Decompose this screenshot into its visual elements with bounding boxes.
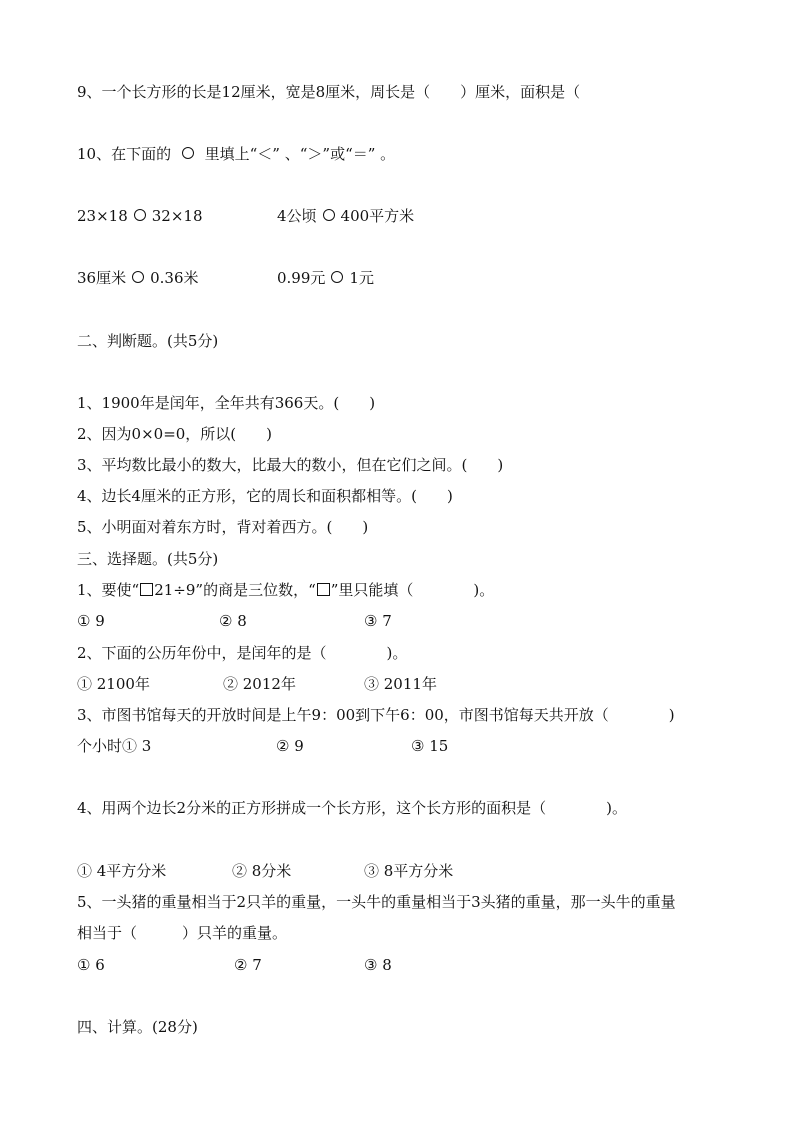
choice-3-option-3[interactable]: ③ 15 bbox=[411, 737, 449, 755]
section-4-title: 四、计算。(28分) bbox=[77, 1018, 198, 1036]
judge-item-1: 1、1900年是闰年，全年共有366天。( ) bbox=[77, 394, 376, 412]
blank-box-icon bbox=[140, 583, 153, 596]
choice-5-option-3[interactable]: ③ 8 bbox=[364, 956, 392, 974]
blank-box-icon bbox=[317, 583, 330, 596]
compare-right: 1元 bbox=[349, 269, 374, 287]
choice-1-option-3[interactable]: ③ 7 bbox=[364, 612, 392, 630]
circle-icon[interactable] bbox=[132, 271, 144, 283]
choice-2-option-1[interactable]: ① 2100年 bbox=[77, 675, 150, 693]
question-9: 9、一个长方形的长是12厘米，宽是8厘米，周长是（ ）厘米，面积是（ bbox=[77, 83, 581, 101]
compare-left: 4公顷 bbox=[277, 207, 317, 225]
section-3-title: 三、选择题。(共5分) bbox=[77, 550, 219, 568]
judge-item-5: 5、小明面对着东方时，背对着西方。( ) bbox=[77, 518, 369, 536]
question-10-text-before: 10、在下面的 bbox=[77, 145, 176, 163]
choice-2-option-3[interactable]: ③ 2011年 bbox=[364, 675, 437, 693]
choice-question-5-line-2: 相当于（ ）只羊的重量。 bbox=[77, 924, 288, 942]
judge-item-2: 2、因为0×0=0，所以( ) bbox=[77, 425, 273, 443]
compare-left: 23×18 bbox=[77, 207, 128, 225]
circle-icon[interactable] bbox=[323, 209, 335, 221]
compare-right: 0.36米 bbox=[150, 269, 199, 287]
choice-4-option-1[interactable]: ① 4平方分米 bbox=[77, 862, 167, 880]
choice-2-option-2[interactable]: ② 2012年 bbox=[223, 675, 296, 693]
choice-3-option-2[interactable]: ② 9 bbox=[276, 737, 304, 755]
compare-item-2 bbox=[277, 206, 414, 226]
circle-icon bbox=[182, 147, 194, 159]
section-2-title: 二、判断题。(共5分) bbox=[77, 332, 219, 350]
choice-5-option-2[interactable]: ② 7 bbox=[234, 956, 262, 974]
compare-left: 0.99元 bbox=[277, 269, 326, 287]
choice-question-5-line-1: 5、一头猪的重量相当于2只羊的重量，一头牛的重量相当于3头猪的重量，那一头牛的重量 bbox=[77, 893, 676, 911]
choice-1-text-b: 21÷9”的商是三位数，“ bbox=[154, 581, 316, 599]
choice-question-1 bbox=[77, 580, 494, 600]
compare-right: 400平方米 bbox=[340, 207, 415, 225]
compare-item-3 bbox=[77, 268, 199, 288]
choice-4-option-2[interactable]: ② 8分米 bbox=[232, 862, 292, 880]
choice-4-option-3[interactable]: ③ 8平方分米 bbox=[364, 862, 454, 880]
compare-item-4 bbox=[277, 268, 374, 288]
choice-1-option-2[interactable]: ② 8 bbox=[219, 612, 247, 630]
question-10-text-after: 里填上“＜” 、“＞”或“＝” 。 bbox=[199, 145, 396, 163]
choice-question-2: 2、下面的公历年份中，是闰年的是（ )。 bbox=[77, 644, 408, 662]
compare-item-1 bbox=[77, 206, 203, 226]
circle-icon[interactable] bbox=[134, 209, 146, 221]
compare-left: 36厘米 bbox=[77, 269, 127, 287]
choice-1-text-c: ”里只能填（ )。 bbox=[330, 581, 495, 599]
judge-item-3: 3、平均数比最小的数大，比最大的数小，但在它们之间。( ) bbox=[77, 456, 504, 474]
choice-1-text-a: 1、要使“ bbox=[77, 581, 140, 599]
judge-item-4: 4、边长4厘米的正方形，它的周长和面积都相等。( ) bbox=[77, 487, 453, 505]
circle-icon[interactable] bbox=[331, 271, 343, 283]
choice-1-option-1[interactable]: ① 9 bbox=[77, 612, 105, 630]
choice-3-option-1[interactable]: 个小时① 3 bbox=[77, 737, 152, 755]
choice-5-option-1[interactable]: ① 6 bbox=[77, 956, 105, 974]
choice-question-3: 3、市图书馆每天的开放时间是上午9：00到下午6：00，市图书馆每天共开放（ ) bbox=[77, 706, 675, 724]
choice-question-4: 4、用两个边长2分米的正方形拼成一个长方形，这个长方形的面积是（ )。 bbox=[77, 799, 627, 817]
question-10 bbox=[77, 144, 395, 164]
compare-right: 32×18 bbox=[151, 207, 203, 225]
